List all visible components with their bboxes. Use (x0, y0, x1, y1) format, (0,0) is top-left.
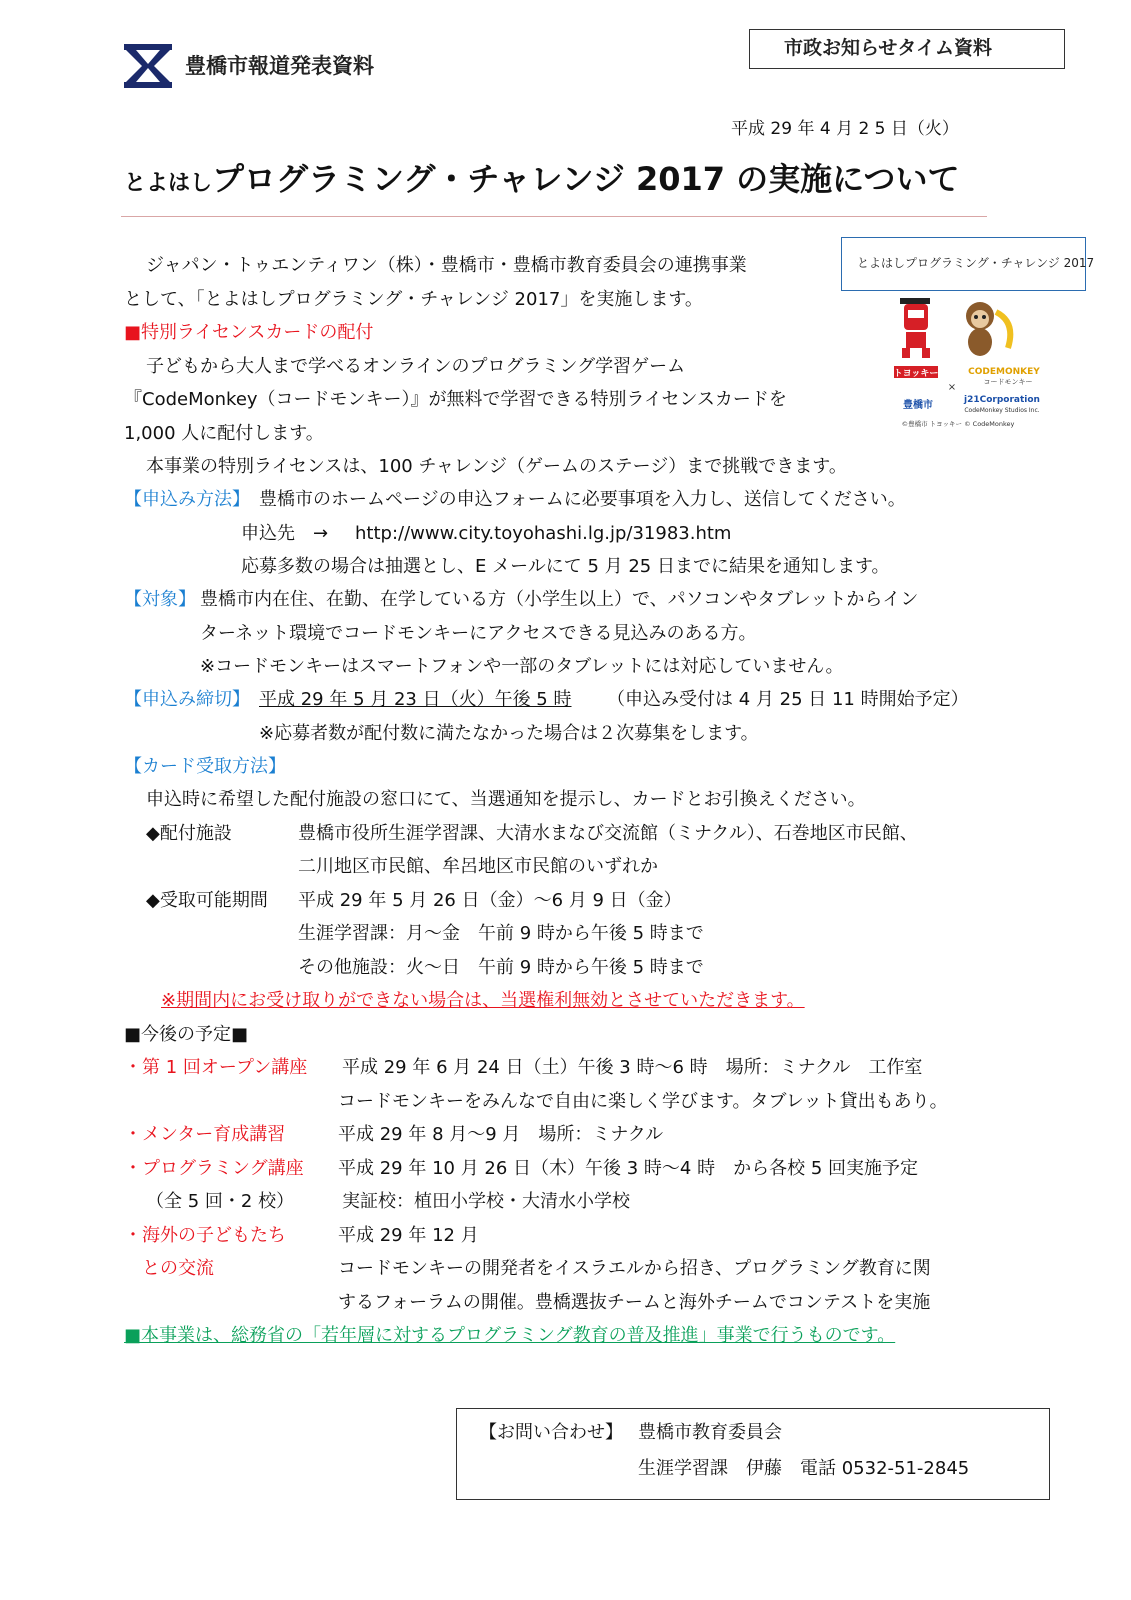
target-note: ※コードモンキーはスマートフォンや一部のタブレットには対応していません。 (200, 656, 844, 677)
target-line-2: ターネット環境でコードモンキーにアクセスできる見込みのある方。 (200, 623, 757, 644)
schedule-item-2-text: 平成 29 年 8 月～9 月 場所：ミナクル (338, 1124, 664, 1145)
schedule-item-1-text: 平成 29 年 6 月 24 日（土）午後 3 時～6 時 場所：ミナクル 工作室 (342, 1057, 923, 1078)
apply-text: 豊橋市のホームページの申込フォームに必要事項を入力し、送信してください。 (259, 489, 906, 510)
schedule-item-4-label: ・海外の子どもたち (124, 1225, 286, 1246)
codemonkey-label: CODEMONKEY (968, 367, 1040, 377)
deadline-date: 平成 29 年 5 月 23 日（火）午後 5 時 (259, 689, 572, 710)
j21-sublabel: CodeMonkey Studios Inc. (964, 407, 1040, 414)
schedule-heading: ■今後の予定■ (124, 1024, 249, 1045)
period-dates: 平成 29 年 5 月 26 日（金）～6 月 9 日（金） (298, 890, 682, 911)
contact-org: 豊橋市教育委員会 (638, 1422, 782, 1443)
hours-lifelong-learning: 生涯学習課：月～金 午前 9 時から午後 5 時まで (298, 923, 704, 944)
license-line-3: 1,000 人に配付します。 (124, 423, 324, 444)
cross-mark: × (947, 382, 957, 393)
schedule-item-4-sub-1: コードモンキーの開発者をイスラエルから招き、プログラミング教育に関 (338, 1258, 931, 1279)
schedule-item-4-sub-2: するフォーラムの開催。豊橋選抜チームと海外チームでコンテストを実施 (338, 1292, 931, 1313)
facility-label: ◆配付施設 (146, 823, 232, 844)
org-title: 豊橋市報道発表資料 (185, 54, 374, 78)
intro-line-2: として、「とよはしプログラミング・チャレンジ 2017」を実施します。 (124, 289, 703, 310)
toyokki-mascot-icon (900, 298, 930, 358)
toyohashi-city-logo-icon (124, 44, 172, 88)
schedule-item-3-text: 平成 29 年 10 月 26 日（木）午後 3 時～4 時 から各校 5 回実施予定 (338, 1158, 919, 1179)
image-credit: ©豊橋市 トヨッキー © CodeMonkey (901, 420, 1015, 428)
toyokki-label: トヨッキー (893, 369, 939, 379)
schedule-item-4-text: 平成 29 年 12 月 (338, 1225, 479, 1246)
schedule-item-3-sub: 実証校：植田小学校・大清水小学校 (342, 1191, 630, 1212)
j21-label: j21Corporation (964, 395, 1040, 405)
schedule-item-1-sub: コードモンキーをみんなで自由に楽しく学びます。タブレット貸出もあり。 (338, 1091, 948, 1112)
schedule-item-2-label: ・メンター育成講習 (124, 1124, 286, 1145)
apply-label: 【申込み方法】 (124, 489, 250, 510)
schedule-item-3-label-2: （全 5 回・2 校） (146, 1191, 295, 1212)
apply-lottery-note: 応募多数の場合は抽選とし、E メールにて 5 月 25 日までに結果を通知します。 (241, 556, 890, 577)
schedule-item-4-label-2: との交流 (142, 1258, 214, 1279)
title-main: プログラミング・チャレンジ 2017 の実施について (212, 160, 960, 198)
apply-url-link[interactable]: http://www.city.toyohashi.lg.jp/31983.htm (355, 523, 732, 544)
receive-label: 【カード受取方法】 (124, 756, 286, 777)
codemonkey-mascot-icon (966, 302, 1010, 356)
deadline-start: （申込み受付は 4 月 25 日 11 時開始予定） (607, 689, 969, 710)
title-divider (121, 216, 987, 217)
deadline-note: ※応募者数が配付数に満たなかった場合は２次募集をします。 (259, 723, 759, 744)
apply-dest-label: 申込先 → (241, 523, 329, 544)
receive-warning: ※期間内にお受け取りができない場合は、当選権利無効とさせていただきます。 (161, 990, 805, 1011)
contact-label: 【お問い合わせ】 (479, 1422, 623, 1443)
schedule-item-3-label: ・プログラミング講座 (124, 1158, 304, 1179)
license-line-1: 子どもから大人まで学べるオンラインのプログラミング学習ゲーム (146, 356, 686, 377)
city-label: 豊橋市 (903, 400, 933, 411)
license-line-4: 本事業の特別ライセンスは、100 チャレンジ（ゲームのステージ）まで挑戦できます。 (146, 456, 847, 477)
facility-line-2: 二川地区市民館、牟呂地区市民館のいずれか (298, 856, 658, 877)
release-date: 平成 29 年 4 月 2 5 日（火） (731, 119, 959, 139)
target-label: 【対象】 (124, 589, 196, 610)
page-title (124, 160, 960, 198)
facility-line-1: 豊橋市役所生涯学習課、大清水まなび交流館（ミナクル）、石巻地区市民館、 (298, 823, 918, 844)
target-line-1: 豊橋市内在住、在勤、在学している方（小学生以上）で、パソコンやタブレットからイン (200, 589, 919, 610)
license-line-2: 『CodeMonkey（コードモンキー）』が無料で学習できる特別ライセンスカードを (124, 389, 787, 410)
event-caption: とよはしプログラミング・チャレンジ 2017 (857, 256, 1095, 270)
notice-label: 市政お知らせタイム資料 (784, 37, 993, 59)
license-heading: ■特別ライセンスカードの配付 (124, 322, 374, 343)
hours-other-facilities: その他施設：火～日 午前 9 時から午後 5 時まで (298, 957, 704, 978)
title-prefix: とよはし (124, 171, 213, 196)
ministry-note: ■本事業は、総務省の「若年層に対するプログラミング教育の普及推進」事業で行うものです。 (124, 1325, 896, 1346)
mascot-illustration (892, 292, 1052, 432)
codemonkey-sublabel: コードモンキー (983, 378, 1033, 386)
receive-intro: 申込時に希望した配付施設の窓口にて、当選通知を提示し、カードとお引換えください。 (146, 789, 866, 810)
deadline-label: 【申込み締切】 (124, 689, 250, 710)
contact-dept-phone: 生涯学習課 伊藤 電話 0532-51-2845 (638, 1458, 970, 1479)
schedule-item-1-label: ・第 1 回オープン講座 (124, 1057, 308, 1078)
intro-line-1: ジャパン・トゥエンティワン（株）・豊橋市・豊橋市教育委員会の連携事業 (146, 255, 747, 276)
period-label: ◆受取可能期間 (146, 890, 268, 911)
